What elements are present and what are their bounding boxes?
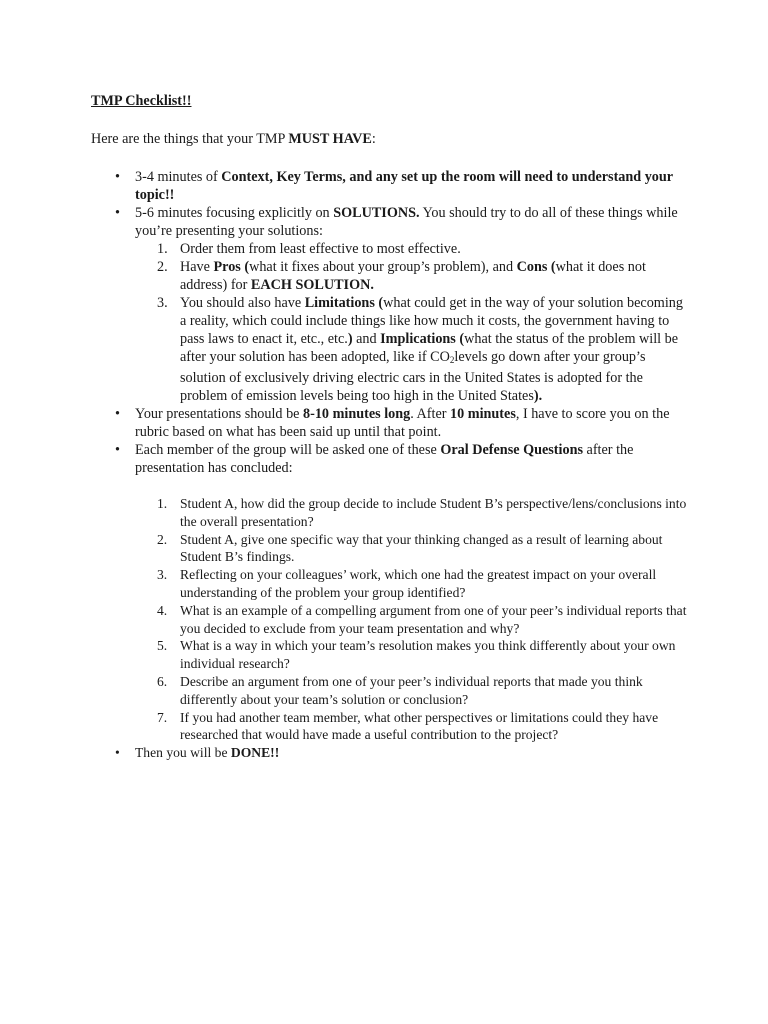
step-text: what the status of the problem will be after your solution has been adopted, like if CO [180, 331, 679, 365]
step-text: You should also have [180, 295, 305, 311]
item-text: 5-6 minutes focusing explicitly on [135, 205, 334, 221]
item-emphasis: SOLUTIONS. [333, 205, 420, 221]
checklist-item-solutions [91, 204, 691, 405]
item-text: . After [410, 406, 451, 422]
checklist-item-done [91, 744, 691, 762]
step-text: what it does not address) for [180, 259, 646, 293]
item-emphasis: Context, Key Terms, and any set up the room will need to understand your topic!! [135, 169, 673, 203]
checklist [91, 168, 691, 762]
step-number: 2. [157, 259, 168, 275]
question-number: 4. [157, 602, 168, 618]
question-text: Reflecting on your colleagues’ work, which one had the greatest impact on your overall understanding of the problem your group identified? [180, 567, 657, 600]
question-item [135, 495, 691, 531]
step-number: 3. [157, 295, 168, 311]
question-item [135, 566, 691, 602]
step-text: levels go down after your group’s solution of exclusively driving electric cars in the United States is adopted for the problem of emission levels being too high in the United States [180, 349, 646, 404]
step-text: what it fixes about your group’s problem), and [249, 259, 517, 275]
question-number: 3. [157, 567, 168, 583]
question-number: 2. [157, 531, 168, 547]
item-emphasis: Oral Defense Questions [440, 442, 583, 458]
question-item [135, 673, 691, 709]
step-emphasis: ) [347, 331, 353, 347]
step-emphasis: Implications ( [380, 331, 465, 347]
question-text: Student A, how did the group decide to include Student B’s perspective/lens/conclusions into the overall presentation? [180, 496, 687, 529]
question-text: Student A, give one specific way that your thinking changed as a result of learning about Student B’s findings. [180, 531, 663, 565]
step-number: 1. [157, 241, 168, 257]
question-text: If you had another team member, what other perspectives or limitations could they have researched that would have made a useful contribution to the project? [180, 709, 659, 743]
question-number: 7. [157, 709, 168, 725]
question-item [135, 709, 691, 745]
question-text: What is a way in which your team’s resolution makes you think differently about your own individual research? [180, 638, 676, 672]
step-emphasis: ). [533, 388, 543, 404]
document-page [91, 92, 691, 762]
intro-text: Here are the things that your TMP [91, 131, 289, 147]
question-text: Describe an argument from one of your peer’s individual reports that made you think differently about your team’s solution or conclusion? [180, 673, 643, 707]
intro-emphasis: MUST HAVE [288, 131, 372, 147]
step-emphasis: Cons ( [516, 259, 556, 275]
question-item [135, 602, 691, 638]
step-emphasis: Limitations ( [304, 295, 384, 311]
question-item [135, 531, 691, 567]
item-text: 3-4 minutes of [135, 169, 222, 185]
question-number: 1. [157, 496, 168, 511]
question-number: 6. [157, 673, 168, 689]
item-text: You should try to do all of these things while you’re presenting your solutions: [135, 205, 678, 239]
question-number: 5. [157, 638, 168, 654]
solutions-steps [135, 240, 691, 405]
checklist-item-context [91, 168, 691, 204]
item-text: , I have to score you on the rubric based on what has been said up until that point. [135, 406, 670, 440]
checklist-item-oral-defense [91, 441, 691, 744]
item-text: after the presentation has concluded: [135, 442, 634, 476]
item-text: Each member of the group will be asked one of these [135, 442, 441, 458]
subscript: 2 [449, 355, 455, 365]
question-item [135, 637, 691, 673]
step-emphasis: Pros ( [213, 259, 250, 275]
step-text: Have [180, 259, 214, 275]
step-emphasis: EACH SOLUTION. [250, 277, 374, 293]
item-text: Then you will be [135, 745, 231, 761]
solutions-step [135, 258, 691, 294]
item-emphasis: DONE!! [230, 745, 280, 761]
intro-end: : [371, 131, 376, 147]
oral-defense-questions [135, 495, 691, 744]
step-text: Order them from least effective to most effective. [180, 241, 461, 257]
item-emphasis: 8-10 minutes long [303, 406, 411, 422]
intro-paragraph [91, 130, 691, 148]
question-text: What is an example of a compelling argument from one of your peer’s individual reports that you decided to exclude from your team presentation and why? [180, 602, 687, 636]
step-text: what could get in the way of your solution becoming a reality, which could include things like how much it costs, the government having to pass laws to enact it, etc., etc. [180, 295, 683, 347]
item-text: Your presentations should be [135, 406, 304, 422]
checklist-item-length [91, 405, 691, 441]
solutions-step [135, 294, 691, 405]
solutions-step [135, 240, 691, 258]
item-emphasis: 10 minutes [450, 406, 516, 422]
step-text: and [352, 331, 381, 347]
document-title: TMP Checklist!! [91, 93, 192, 109]
